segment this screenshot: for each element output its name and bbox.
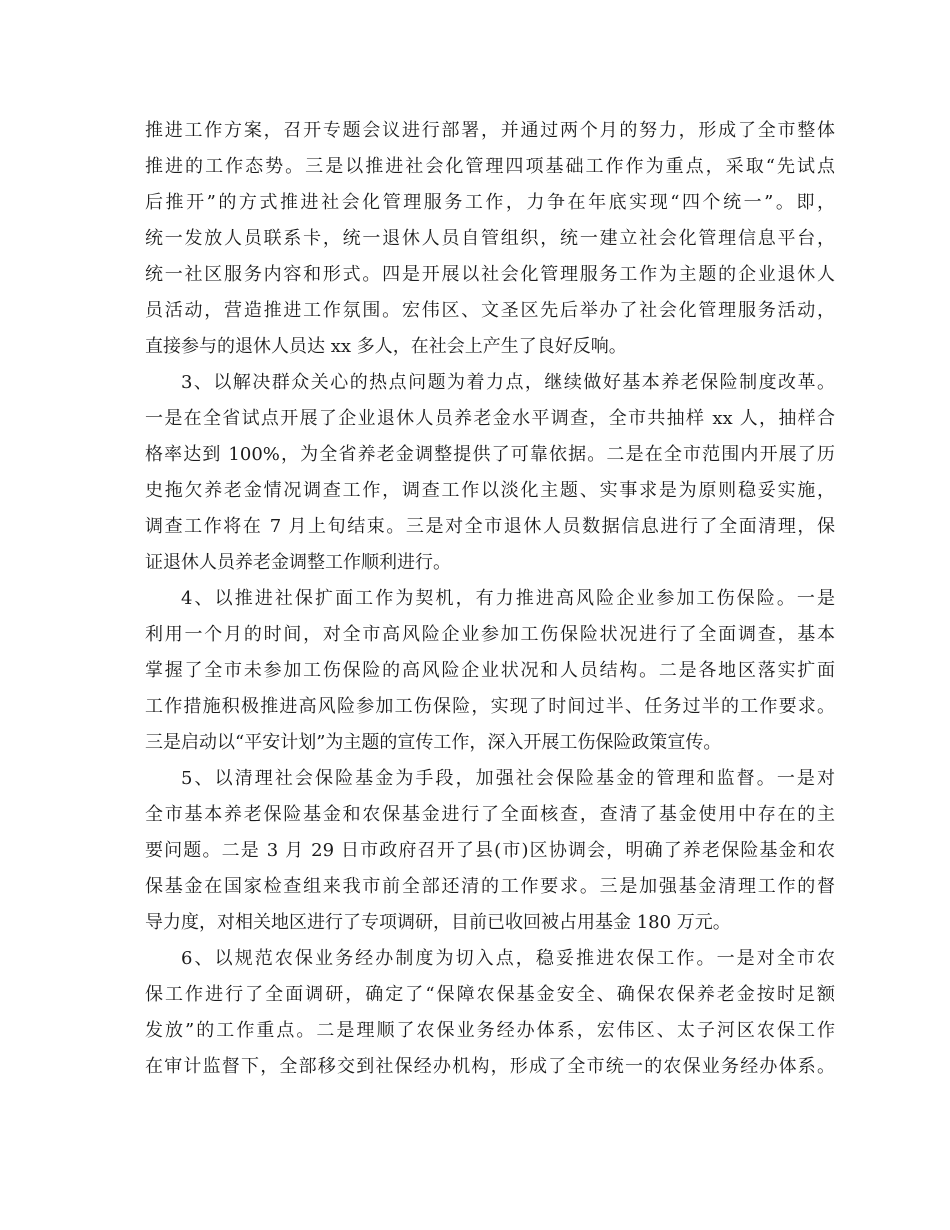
text-line: 员活动，营造推进工作氛围。宏伟区、文圣区先后举办了社会化管理服务活动，: [145, 300, 835, 321]
text-line: 格率达到 100%，为全省养老金调整提供了可靠依据。二是在全市范围内开展了历: [145, 444, 835, 465]
paragraph-item-5: [145, 761, 835, 941]
text-line: 三是启动以“平安计划”为主题的宣传工作，深入开展工伤保险政策宣传。: [145, 732, 722, 753]
paragraph-continuation: [145, 113, 835, 365]
text-line: 保工作进行了全面调研，确定了“保障农保基金安全、确保农保养老金按时足额: [145, 984, 835, 1005]
text-line: 推进工作方案，召开专题会议进行部署，并通过两个月的努力，形成了全市整体: [145, 120, 835, 141]
text-line: 在审计监督下，全部移交到社保经办机构，形成了全市统一的农保业务经办体系。: [145, 1056, 835, 1077]
text-line: 推进的工作态势。三是以推进社会化管理四项基础工作作为重点，采取“先试点: [145, 156, 835, 177]
text-line: 发放”的工作重点。二是理顺了农保业务经办体系，宏伟区、太子河区农保工作: [145, 1020, 835, 1041]
text-line: 后推开”的方式推进社会化管理服务工作，力争在年底实现“四个统一”。即，: [145, 192, 835, 213]
text-line: 统一发放人员联系卡，统一退休人员自管组织，统一建立社会化管理信息平台，: [145, 228, 835, 249]
text-line: 要问题。二是 3 月 29 日市政府召开了县(市)区协调会，明确了养老保险基金和农: [145, 840, 835, 861]
text-line: 证退休人员养老金调整工作顺利进行。: [145, 552, 451, 573]
paragraph-item-6: [145, 941, 835, 1085]
text-line: 统一社区服务内容和形式。四是开展以社会化管理服务工作为主题的企业退休人: [145, 264, 835, 285]
paragraph-item-4: [145, 581, 835, 761]
text-line: 一是在全省试点开展了企业退休人员养老金水平调查，全市共抽样 xx 人，抽样合: [145, 408, 835, 429]
text-line: 直接参与的退休人员达 xx 多人，在社会上产生了良好反响。: [145, 336, 627, 357]
text-line: 4、以推进社保扩面工作为契机，有力推进高风险企业参加工伤保险。一是: [181, 588, 835, 609]
text-line: 5、以清理社会保险基金为手段，加强社会保险基金的管理和监督。一是对: [181, 768, 835, 789]
paragraph-item-3: [145, 365, 835, 581]
text-line: 保基金在国家检查组来我市前全部还清的工作要求。三是加强基金清理工作的督: [145, 876, 835, 897]
text-line: 导力度，对相关地区进行了专项调研，目前已收回被占用基金 180 万元。: [145, 912, 731, 933]
text-line: 全市基本养老保险基金和农保基金进行了全面核查，查清了基金使用中存在的主: [145, 804, 835, 825]
text-line: 调查工作将在 7 月上旬结束。三是对全市退休人员数据信息进行了全面清理，保: [145, 516, 835, 537]
text-line: 工作措施积极推进高风险参加工伤保险，实现了时间过半、任务过半的工作要求。: [145, 696, 835, 717]
text-line: 史拖欠养老金情况调查工作，调查工作以淡化主题、实事求是为原则稳妥实施，: [145, 480, 835, 501]
text-line: 利用一个月的时间，对全市高风险企业参加工伤保险状况进行了全面调查，基本: [145, 624, 835, 645]
text-line: 3、以解决群众关心的热点问题为着力点，继续做好基本养老保险制度改革。: [181, 372, 835, 393]
text-line: 6、以规范农保业务经办制度为切入点，稳妥推进农保工作。一是对全市农: [181, 948, 835, 969]
document-body: [145, 113, 835, 1085]
text-line: 掌握了全市未参加工伤保险的高风险企业状况和人员结构。二是各地区落实扩面: [145, 660, 835, 681]
